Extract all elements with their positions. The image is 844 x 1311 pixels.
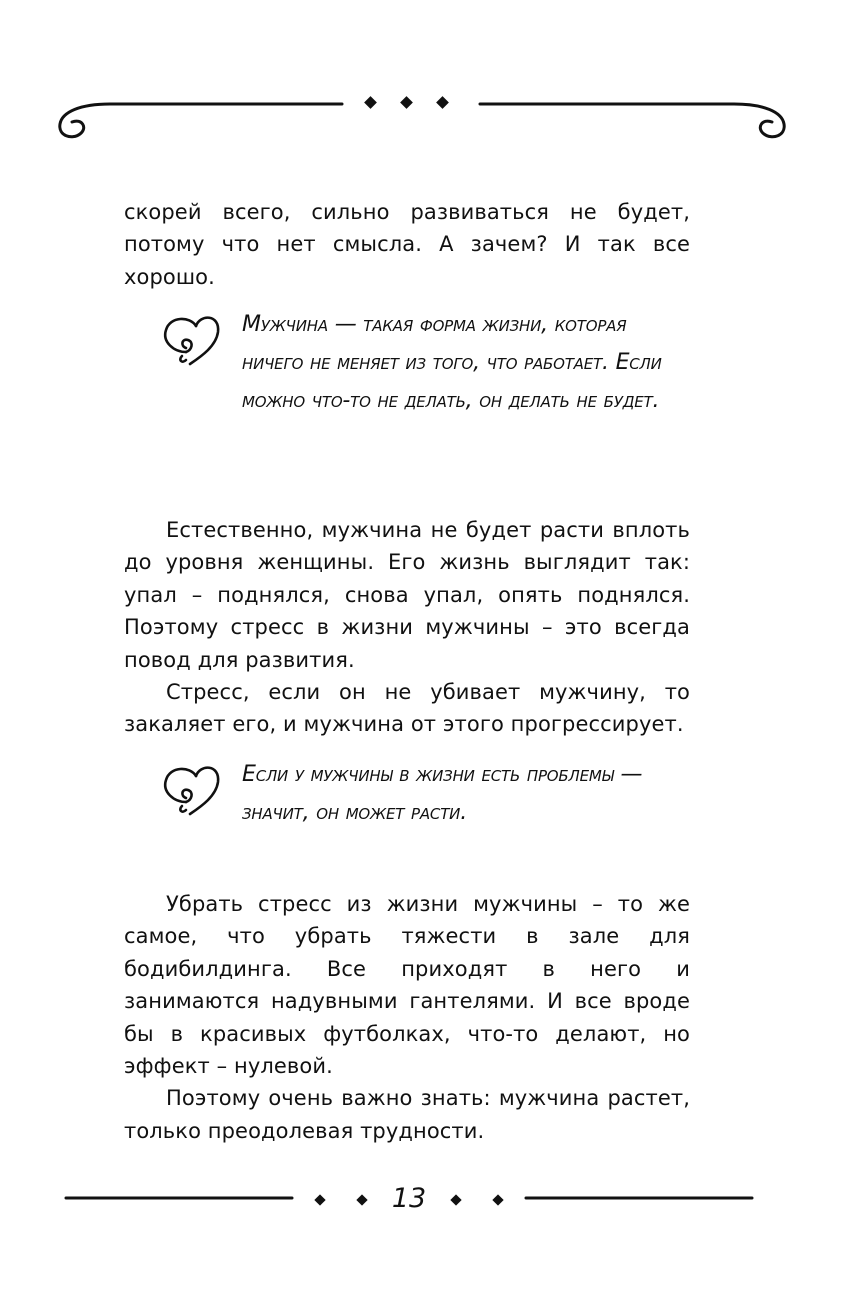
body-paragraph: Естественно, мужчина не будет расти вплоть до уровня женщины. Его жизнь выглядит так: упал – поднялся, снова упал, опять поднялся. Поэтому стресс в жизни мужчины – это всегда повод для развития. <box>124 518 690 672</box>
body-paragraph: Поэтому очень важно знать: мужчина растет, только преодолевая трудности. <box>124 1086 690 1143</box>
text-block-top <box>124 196 690 293</box>
header-ornament <box>50 82 794 142</box>
quote-block <box>160 306 680 466</box>
quote-block <box>160 756 680 846</box>
body-paragraph: скорей всего, сильно развиваться не будет, потому что нет смысла. А зачем? И так все хорошо. <box>124 200 690 289</box>
heart-swirl-icon <box>160 312 224 366</box>
quote-text: Если у мужчины в жизни есть проблемы — значит, он может расти. <box>242 762 643 825</box>
page-footer <box>64 1176 754 1226</box>
header-diamond-3 <box>436 96 449 109</box>
text-block-middle <box>124 514 690 741</box>
page-number: 13 <box>391 1183 427 1214</box>
text-block-bottom <box>124 888 690 1147</box>
heart-swirl-icon <box>160 762 224 816</box>
header-diamond-2 <box>400 96 413 109</box>
quote-text: Мужчина — такая форма жизни, которая ничего не меняет из того, что работает. Если можно что-то не делать, он делать не будет. <box>242 312 662 413</box>
body-paragraph: Убрать стресс из жизни мужчины – то же самое, что убрать тяжести в зале для бодибилдинга. Все приходят в него и занимаются надувными гантелями. И все вроде бы в красивых футболках, что-то делают, но эффект – нулевой. <box>124 892 690 1079</box>
body-paragraph: Стресс, если он не убивает мужчину, то закаляет его, и мужчина от этого прогрессирует. <box>124 680 690 737</box>
header-diamond-1 <box>364 96 377 109</box>
